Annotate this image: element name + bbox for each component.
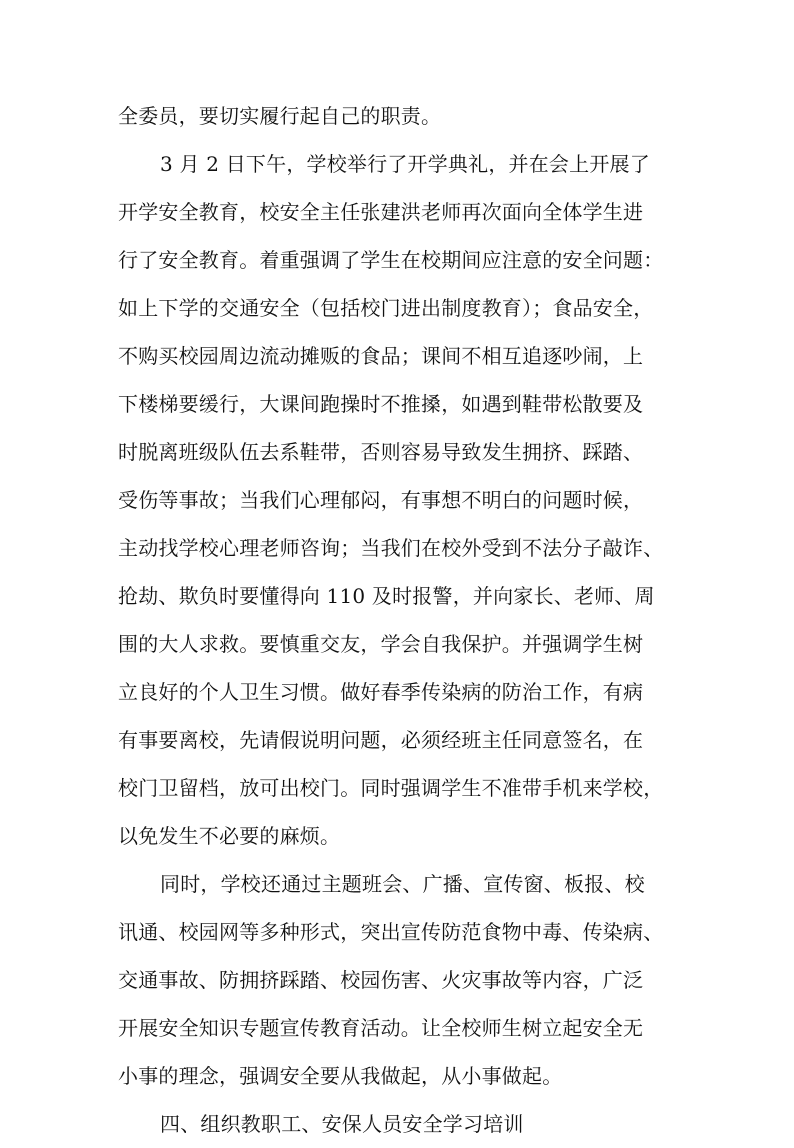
text-line-9: 受伤等事故；当我们心理郁闷，有事想不明白的问题时候， bbox=[118, 488, 644, 512]
text-line-5: 如上下学的交通安全（包括校门进出制度教育）；食品安全， bbox=[118, 296, 654, 320]
text-line-12: 围的大人求救。要慎重交友，学会自我保护。并强调学生树 bbox=[118, 632, 644, 656]
text-line-1: 全委员，要切实履行起自己的职责。 bbox=[118, 104, 442, 128]
text-line-14: 有事要离校，先请假说明问题，必须经班主任同意签名，在 bbox=[118, 728, 644, 752]
text-line-6: 不购买校园周边流动摊贩的食品；课间不相互追逐吵闹，上 bbox=[118, 344, 644, 368]
text-line-11: 抢劫、欺负时要懂得向 110 及时报警，并向家长、老师、周 bbox=[118, 584, 655, 608]
text-line-10: 主动找学校心理老师咨询；当我们在校外受到不法分子敲诈、 bbox=[118, 536, 664, 560]
text-line-21: 小事的理念，强调安全要从我做起，从小事做起。 bbox=[118, 1064, 563, 1088]
text-line-2: 3 月 2 日下午，学校举行了开学典礼，并在会上开展了 bbox=[160, 152, 650, 176]
text-line-4: 行了安全教育。着重强调了学生在校期间应注意的安全问题： bbox=[118, 248, 664, 272]
section-heading: 四、组织教职工、安保人员安全学习培训 bbox=[160, 1112, 524, 1136]
text-line-19: 交通事故、防拥挤踩踏、校园伤害、火灾事故等内容，广泛 bbox=[118, 968, 644, 992]
text-line-18: 讯通、校园网等多种形式，突出宣传防范食物中毒、传染病、 bbox=[118, 920, 664, 944]
text-line-13: 立良好的个人卫生习惯。做好春季传染病的防治工作，有病 bbox=[118, 680, 644, 704]
document-body bbox=[118, 92, 698, 1148]
text-line-3: 开学安全教育，校安全主任张建洪老师再次面向全体学生进 bbox=[118, 200, 644, 224]
text-line-17: 同时，学校还通过主题班会、广播、宣传窗、板报、校 bbox=[160, 872, 645, 896]
text-line-20: 开展安全知识专题宣传教育活动。让全校师生树立起安全无 bbox=[118, 1016, 644, 1040]
text-line-16: 以免发生不必要的麻烦。 bbox=[118, 824, 341, 848]
text-line-7: 下楼梯要缓行，大课间跑操时不推搡，如遇到鞋带松散要及 bbox=[118, 392, 644, 416]
text-line-15: 校门卫留档，放可出校门。同时强调学生不准带手机来学校， bbox=[118, 776, 664, 800]
text-line-8: 时脱离班级队伍去系鞋带，否则容易导致发生拥挤、踩踏、 bbox=[118, 440, 644, 464]
